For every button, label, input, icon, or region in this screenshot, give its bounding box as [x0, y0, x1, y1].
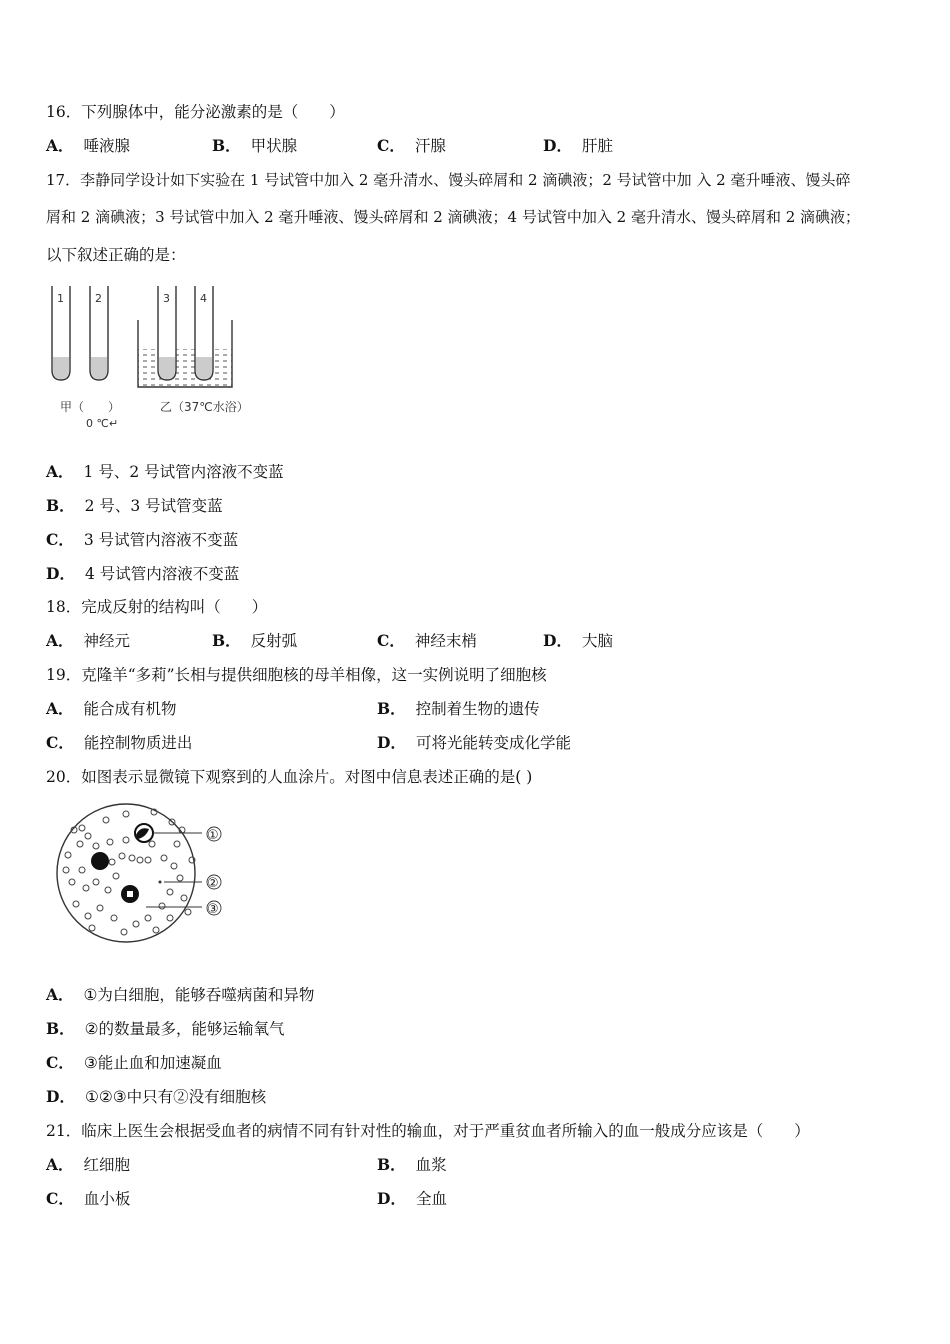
- microscope-field: [57, 804, 195, 942]
- q17-option-d: D． 4 号试管内溶液不变蓝: [46, 564, 240, 583]
- test-tube-4: [195, 286, 213, 380]
- q21-option-a: A． 红细胞: [46, 1155, 131, 1174]
- q20-option-d: D． ①②③中只有②没有细胞核: [46, 1087, 267, 1106]
- caption-temp: 0 ℃↵: [86, 417, 119, 430]
- q17-option-c: C． 3 号试管内溶液不变蓝: [46, 530, 239, 549]
- q21-option-d: D． 全血: [377, 1189, 447, 1208]
- test-tube-3: [158, 286, 176, 380]
- q20-option-c: C． ③能止血和加速凝血: [46, 1053, 222, 1072]
- q18-option-d: D． 大脑: [543, 631, 613, 650]
- q20-option-a: A． ①为白细胞，能够吞噬病菌和异物: [46, 985, 315, 1004]
- q18-stem: 18．完成反射的结构叫（ ）: [46, 598, 268, 616]
- q19-option-c: C． 能控制物质进出: [46, 733, 193, 752]
- q19-option-a: A． 能合成有机物: [46, 699, 177, 718]
- test-tube-1: [52, 286, 70, 380]
- tube-1-label: 1: [57, 292, 64, 305]
- caption-left: 甲（ ）: [60, 400, 121, 414]
- q21-option-c: C． 血小板: [46, 1189, 131, 1208]
- q17-stem-line3: 以下叙述正确的是：: [46, 246, 186, 264]
- q17-stem-line1: 17．李静同学设计如下实验在 1 号试管中加入 2 毫升清水、馒头碎屑和 2 滴碘液；2 号试管中加 入 2 毫升唾液、馒头碎: [46, 171, 851, 189]
- q19-option-b: B． 控制着生物的遗传: [377, 699, 540, 718]
- tube-2-label: 2: [95, 292, 102, 305]
- test-tube-2: [90, 286, 108, 380]
- red-blood-cell: [185, 909, 191, 915]
- q18-option-c: C． 神经末梢: [377, 631, 477, 650]
- white-blood-cell-2: [91, 852, 109, 870]
- water-bath: [138, 320, 232, 387]
- q19-stem: 19．克隆羊“多莉”长相与提供细胞核的母羊相像，这一实例说明了细胞核: [46, 666, 547, 684]
- q16-option-a: A． 唾液腺: [46, 136, 131, 155]
- marker-1: ①: [207, 828, 219, 843]
- q16-option-b: B． 甲状腺: [212, 136, 298, 155]
- q17-option-b: B． 2 号、3 号试管变蓝: [46, 496, 223, 515]
- q20-stem: 20．如图表示显微镜下观察到的人血涂片。对图中信息表述正确的是( ): [46, 768, 533, 786]
- q19-option-d: D． 可将光能转变成化学能: [377, 733, 571, 752]
- q17-option-a: A． 1 号、2 号试管内溶液不变蓝: [46, 462, 284, 481]
- q18-option-a: A． 神经元: [46, 631, 131, 650]
- q18-option-b: B． 反射弧: [212, 631, 298, 650]
- blood-smear-figure: [52, 800, 232, 948]
- marker-2: ②: [207, 876, 219, 891]
- q17-stem-line2: 屑和 2 滴碘液；3 号试管中加入 2 毫升唾液、馒头碎屑和 2 滴碘液；4 号试管中加入 2 毫升清水、馒头碎屑和 2 滴碘液；: [46, 208, 861, 226]
- q16-stem: 16．下列腺体中，能分泌激素的是（ ）: [46, 103, 345, 121]
- q20-option-b: B． ②的数量最多，能够运输氧气: [46, 1019, 285, 1038]
- tube-4-label: 4: [200, 292, 207, 305]
- q16-option-c: C． 汗腺: [377, 136, 446, 155]
- q16-option-d: D． 肝脏: [543, 136, 613, 155]
- q21-stem: 21．临床上医生会根据受血者的病情不同有针对性的输血，对于严重贫血者所输入的血一般成分应该是（ ）: [46, 1122, 810, 1140]
- marker-3: ③: [207, 902, 219, 917]
- platelet: [159, 881, 162, 884]
- caption-right: 乙（37℃水浴）: [160, 400, 249, 414]
- tube-3-label: 3: [163, 292, 170, 305]
- q21-option-b: B． 血浆: [377, 1155, 447, 1174]
- test-tube-figure: [46, 280, 276, 435]
